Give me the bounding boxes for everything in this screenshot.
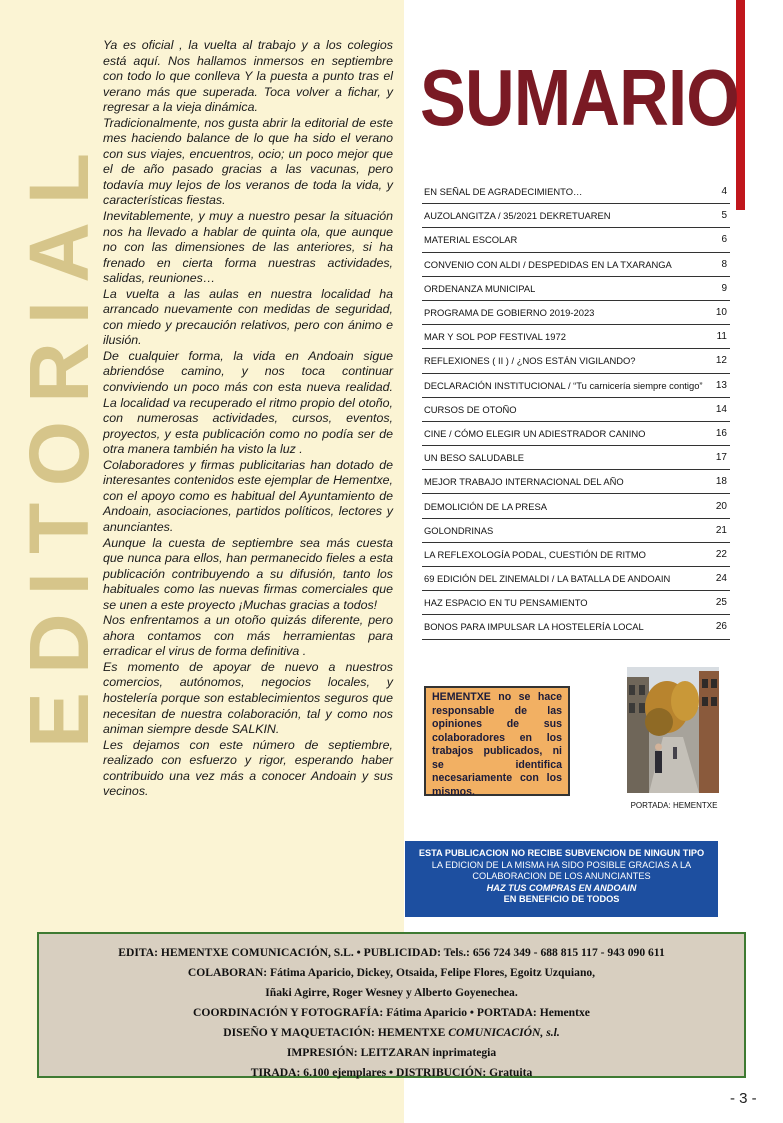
toc-item[interactable] <box>422 349 730 373</box>
toc-item-page: 10 <box>715 307 727 319</box>
credits-line-colaboran <box>39 963 744 983</box>
photo-caption: PORTADA: HEMENTXE <box>630 801 718 810</box>
toc-item-title: 69 EDICIÓN DEL ZINEMALDI / LA BATALLA DE ANDOAIN <box>424 573 671 585</box>
credits-line-colaboran-2 <box>39 983 744 1003</box>
toc-item[interactable] <box>422 325 730 349</box>
cover-photo <box>627 667 719 793</box>
notice-line: EN BENEFICIO DE TODOS <box>503 894 620 904</box>
toc-item[interactable] <box>422 519 730 543</box>
toc-item-page: 6 <box>721 234 727 246</box>
credits-line-diseno <box>39 1023 744 1043</box>
toc-item-title: CONVENIO CON ALDI / DESPEDIDAS EN LA TXARANGA <box>424 258 672 270</box>
toc-item-title: MAR Y SOL POP FESTIVAL 1972 <box>424 331 566 343</box>
editorial-paragraph: La vuelta a las aulas en nuestra localidad ha arrancado nuevamente con medidas de seguridad, con miedo y precaución relativos, pero con ánimo e ilusión. <box>103 286 393 348</box>
toc-item-page: 14 <box>715 403 727 415</box>
notice-line: HAZ TUS COMPRAS EN ANDOAIN <box>486 882 637 893</box>
toc-item-page: 24 <box>715 573 727 585</box>
table-of-contents <box>422 180 730 640</box>
credits-box <box>37 932 746 1078</box>
toc-item-title: ORDENANZA MUNICIPAL <box>424 282 536 294</box>
street-photo-illustration <box>627 667 719 793</box>
notice-line: COLABORACION DE LOS ANUNCIANTES <box>472 871 651 881</box>
toc-item[interactable] <box>422 567 730 591</box>
notice-line: LA EDICION DE LA MISMA HA SIDO POSIBLE GRACIAS A LA <box>431 859 692 870</box>
editorial-paragraph: Nos enfrentamos a un otoño quizás diferente, pero ahora contamos con más herramientas para erradicar el virus de forma definitiva . <box>103 613 393 659</box>
credits-line-tirada <box>39 1063 744 1083</box>
toc-item[interactable] <box>422 446 730 470</box>
toc-item[interactable] <box>422 615 730 639</box>
toc-item[interactable] <box>422 374 730 398</box>
toc-item[interactable] <box>422 422 730 446</box>
distribucion-label: • DISTRIBUCIÓN: <box>389 1066 487 1079</box>
toc-item-page: 25 <box>715 597 727 609</box>
editorial-paragraph: Les dejamos con este número de septiembre, realizado con esfuerzo y rigor, esperando haber contribuido una vez más a conocer Andoain y sus vecinos. <box>103 737 393 799</box>
toc-item[interactable] <box>422 470 730 494</box>
edita-label: EDITA: HEMENTXE COMUNICACIÓN, S.L. <box>118 946 354 959</box>
toc-item-title: UN BESO SALUDABLE <box>424 452 525 464</box>
toc-item-page: 4 <box>721 186 727 198</box>
toc-item-title: REFLEXIONES ( II ) / ¿NOS ESTÁN VIGILANDO? <box>424 355 636 367</box>
toc-item-page: 18 <box>715 476 727 488</box>
impresion-value: LEITZARAN inprimategia <box>360 1046 497 1059</box>
toc-item-page: 13 <box>715 379 727 391</box>
toc-item[interactable] <box>422 398 730 422</box>
toc-item-page: 11 <box>716 331 727 343</box>
toc-item-page: 20 <box>715 500 727 512</box>
editorial-paragraph: Tradicionalmente, nos gusta abrir la editorial de este mes haciendo balance de lo que ha sido el verano con sus viajes, encuentros, ocio; un poco mejor que el de año pasado gracias a las vacunas, pero todavía muy lejos de los veranos de toda la vida, y características fiestas. <box>103 115 393 208</box>
toc-item-page: 8 <box>721 258 727 270</box>
toc-item-page: 9 <box>721 282 727 294</box>
credits-line-edita <box>39 943 744 963</box>
editorial-paragraph: Inevitablemente, y muy a nuestro pesar la situación nos ha llevado a hablar de quinta ola, que aunque no con las dimensiones de las anteriores, si ha frenado en cierta forma nuestras actividades, salidas, reuniones… <box>103 209 393 286</box>
toc-item[interactable] <box>422 543 730 567</box>
toc-item-page: 17 <box>715 452 727 464</box>
sumario-title: SUMARIO <box>420 53 739 142</box>
page-number: - 3 - <box>730 1090 757 1107</box>
coordinacion-value: Fátima Aparicio <box>386 1006 468 1019</box>
credits-line-impresion <box>39 1043 744 1063</box>
editorial-paragraph: Ya es oficial , la vuelta al trabajo y a los colegios está aquí. Nos hallamos inmersos en septiembre con todo lo que conlleva Y la puesta a punto tras el verano más que superada. Toca volver a fichar, y regresar a la vieja dinámica. <box>103 38 393 115</box>
toc-item-title: EN SEÑAL DE AGRADECIMIENTO… <box>424 186 583 198</box>
colaboran-label: COLABORAN: <box>187 966 268 979</box>
toc-item-title: MATERIAL ESCOLAR <box>424 234 518 246</box>
toc-item[interactable] <box>422 301 730 325</box>
editorial-body <box>103 38 393 800</box>
toc-item[interactable] <box>422 180 730 204</box>
toc-item-title: DEMOLICIÓN DE LA PRESA <box>424 500 547 512</box>
notice-box <box>405 841 718 917</box>
toc-item[interactable] <box>422 277 730 301</box>
toc-item-page: 22 <box>715 548 727 560</box>
diseno-label: DISEÑO Y MAQUETACIÓN: HEMENTXE <box>223 1026 446 1039</box>
toc-item-title: PROGRAMA DE GOBIERNO 2019-2023 <box>424 307 595 319</box>
toc-item-page: 21 <box>715 524 727 536</box>
toc-item-title: CINE / CÓMO ELEGIR UN ADIESTRADOR CANINO <box>424 427 646 439</box>
toc-item-title: BONOS PARA IMPULSAR LA HOSTELERÍA LOCAL <box>424 621 644 633</box>
editorial-paragraph: Aunque la cuesta de septiembre sea más cuesta que nunca para ellos, han permanecido fieles a esta publicación contribuyendo a su difusión, tanto los habituales como las nuevas firmas comerciales que se unen a este proyecto ¡Muchas gracias a todos! <box>103 535 393 612</box>
toc-item[interactable] <box>422 204 730 228</box>
distribucion-value: Gratuita <box>489 1066 533 1079</box>
toc-item-page: 16 <box>715 427 727 439</box>
disclaimer-box: HEMENTXE no se hace responsable de las opiniones de sus colaboradores en los trabajos publicados, ni se identifica necesariamente con los mismos. <box>424 686 570 796</box>
toc-item[interactable] <box>422 253 730 277</box>
toc-item-page: 5 <box>721 210 727 222</box>
toc-item-title: DECLARACIÓN INSTITUCIONAL / “Tu carnicería siempre contigo” <box>424 379 703 391</box>
toc-item[interactable] <box>422 591 730 615</box>
colaboran-names: Fátima Aparicio, Dickey, Otsaida, Felipe Flores, Egoitz Uzquiano, <box>270 966 596 979</box>
notice-line: ESTA PUBLICACION NO RECIBE SUBVENCION DE NINGUN TIPO <box>418 848 705 858</box>
toc-item-title: AUZOLANGITZA / 35/2021 DEKRETUAREN <box>424 210 611 222</box>
toc-item-title: GOLONDRINAS <box>424 524 494 536</box>
tirada-value: 6.100 ejemplares <box>303 1066 387 1079</box>
toc-item[interactable] <box>422 494 730 518</box>
toc-item-title: LA REFLEXOLOGÍA PODAL, CUESTIÓN DE RITMO <box>424 548 646 560</box>
editorial-heading: EDITORIAL <box>12 134 107 748</box>
coordinacion-label: COORDINACIÓN Y FOTOGRAFÍA: <box>193 1006 384 1019</box>
toc-item-title: CURSOS DE OTOÑO <box>424 403 517 415</box>
toc-item[interactable] <box>422 228 730 252</box>
editorial-vertical-title <box>12 36 107 846</box>
editorial-paragraph: Colaboradores y firmas publicitarias han dotado de interesantes contenidos este ejemplar de Hementxe, con el apoyo como es habitual del Ayuntamiento de Andoain, asociaciones, partidos políticos, lectores y anunciantes. <box>103 457 393 534</box>
colaboran-names: Iñaki Agirre, Roger Wesney y Alberto Goyenechea. <box>265 986 518 999</box>
diseno-value: COMUNICACIÓN, s.l. <box>448 1026 560 1039</box>
toc-item-page: 26 <box>715 621 727 633</box>
portada-value: Hementxe <box>539 1006 590 1019</box>
editorial-paragraph: De cualquier forma, la vida en Andoain sigue abriendóse camino, y nos toca continuar conviviendo un poco más con esta nueva realidad. La localidad va recuperado el ritmo propio del otoño, con numerosas actividades, cursos, eventos, proyectos, y esta publicación como no podía ser de otra manera también ha visto la luz . <box>103 348 393 457</box>
credits-line-coordinacion <box>39 1003 744 1023</box>
tirada-label: TIRADA: <box>250 1066 301 1079</box>
toc-item-title: HAZ ESPACIO EN TU PENSAMIENTO <box>424 597 588 609</box>
impresion-label: IMPRESIÓN: <box>286 1046 358 1059</box>
publicidad-label: • PUBLICIDAD: Tels.: 656 724 349 - 688 815 117 - 943 090 611 <box>356 946 665 959</box>
editorial-paragraph: Es momento de apoyar de nuevo a nuestros comercios, autónomos, negocios locales, y hostelería porque son establecimientos seguros que necesitan de nuestra colaboración, tal y como nos animan siempre desde SALKIN. <box>103 659 393 737</box>
toc-item-title: MEJOR TRABAJO INTERNACIONAL DEL AÑO <box>424 476 624 488</box>
toc-item-page: 12 <box>715 355 727 367</box>
portada-label: • PORTADA: <box>469 1006 537 1019</box>
